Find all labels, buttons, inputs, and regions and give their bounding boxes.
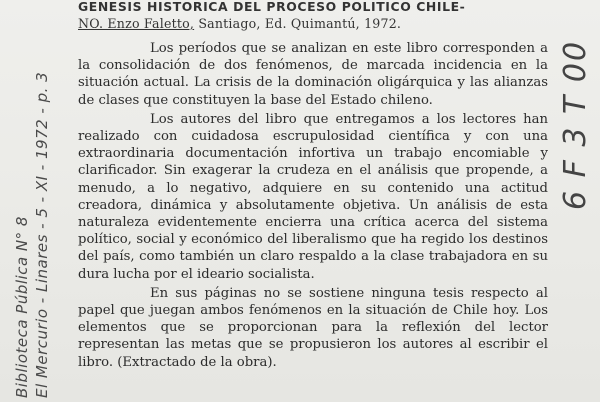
article-header	[78, 0, 548, 32]
article-paragraph-1: Los períodos que se analizan en este libro corresponden a la consolidación de dos fenómenos, de marcada incidencia en la situación actual. La crisis de la dominación oligárquica y las alianzas de clases que constituyen la base del Estado chileno.	[78, 41, 548, 108]
article-publisher: Santiago, Ed. Quimantú, 1972.	[194, 16, 402, 31]
handwritten-note-line-2: El Mercurio - Linares - 5 - XI - 1972 - p. 3	[33, 71, 51, 398]
article-paragraph-2: Los autores del libro que entregamos a los lectores han realizado con cuidadosa escrupulosidad científica y con una extraordinaria documentación infortiva un trabajo encomiable y clarificador. Sin exagerar la crudeza en el análisis que propende, a menudo, a lo negativo, adquiere en su contenido una actitud creadora, dinámica y absolutamente objetiva. Un análisis de esta naturaleza evidentemente encierra una crítica acerca del sistema político, social y económico del liberalismo que ha regido los destinos del país, como también un claro respaldo a la clase trabajadora en su dura lucha por el ideario socialista.	[78, 111, 548, 282]
article-author: NO. Enzo Faletto,	[78, 16, 195, 31]
article-body	[78, 40, 548, 373]
handwritten-left-margin-note	[12, 72, 52, 398]
article-clipping	[68, 0, 546, 402]
handwritten-right-margin-note: 6 F 3 T 00	[558, 39, 593, 210]
article-paragraph-3: En sus páginas no se sostiene ninguna tesis respecto al papel que juegan ambos fenómenos en la situación de Chile hoy. Los elementos que se proporcionan para la reflexión del lector representan las metas que se propusieron los autores al escribir el libro. (Extractado de la obra).	[78, 285, 548, 370]
article-title: GENESIS HISTORICA DEL PROCESO POLITICO CHILE-	[78, 0, 466, 14]
handwritten-note-line-1: Biblioteca Pública N° 8	[13, 216, 31, 398]
